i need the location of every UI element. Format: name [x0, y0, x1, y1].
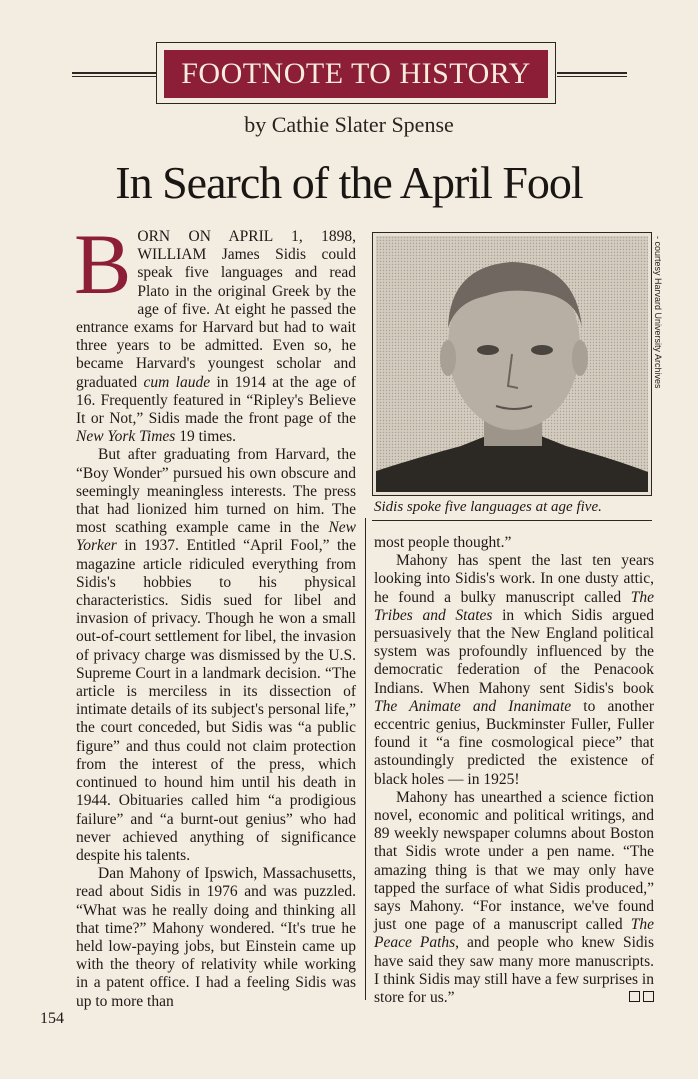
paragraph-text: Mahony has unearthed a science fiction novel, economic and political writings, and 89 weekly newspaper columns about Boston that Sidis wrote under a pen name. “The amazing thing is that we may only have tapped the surface of what Sidis produced,” says Mahony. “For instance, we've found just one page of a manuscript called [374, 788, 654, 934]
photo-caption: Sidis spoke five languages at age five. [374, 499, 602, 515]
italic-text: The Tribes and States [374, 588, 654, 624]
photo-credit-text: - courtesy Harvard University Archives [653, 236, 663, 389]
banner-rule-right [557, 72, 627, 77]
section-title: FOOTNOTE TO HISTORY [164, 50, 548, 98]
paragraph-text: But after graduating from Harvard, the “Boy Wonder” pursued his own obscure and seemingly meaningless interests. The press that had lionized him turned on him. The most scathing example came in the [76, 446, 356, 537]
paragraph-4 [374, 552, 654, 789]
article-column-left [74, 216, 356, 1011]
portrait-photo [376, 236, 648, 492]
paragraph-text: Dan Mahony of Ipswich, Massachusetts, read about Sidis in 1976 and was puzzled. “What was he really doing and thinking all that time?” Mahony wondered. “It's true he held low-paying jobs, but Einstein came up with the theory of relativity while working in a patent office. I had a feeling Sidis was up to more than [76, 865, 356, 1010]
italic-text: The Peace Paths [374, 916, 654, 952]
article-column-right [374, 534, 654, 1007]
byline: by Cathie Slater Spense [244, 112, 454, 137]
page-number: 154 [40, 1010, 64, 1027]
paragraph-3-continued [374, 534, 654, 552]
photo-credit [648, 236, 668, 406]
italic-text: New Yorker [76, 519, 356, 555]
italic-text: The Animate and Inanimate [374, 697, 572, 715]
banner-rule-left [72, 72, 156, 77]
paragraph-text: in 1914 at the age of 16. Frequently featured in “Ripley's Believe It or Not,” Sidis made the front page of the [76, 373, 356, 428]
paragraph-text: James Sidis could speak five languages and read Plato in the original Greek by the age of five. At eight he passed the entrance exams for Harvard but had to wait three years to be admitted. Even so, he became Harvard's youngest scholar and graduated [76, 246, 356, 391]
drop-cap: B [74, 216, 132, 312]
paragraph-text: in 1937. Entitled “April Fool,” the magazine article ridiculed everything from Sidis's hobbies to his physical characteristics. Sidis sued for libel and invasion of privacy. Though he won a small out-of-court settlement for libel, the invasion of privacy charge was dismissed by the U.S. Supreme Court in a landmark decision. “The article is merciless in its dissection of intimate details of its subject's personal life,” the court conceded, but Sidis was “a public figure” and thus could not claim protection from the interest of the press, which continued to hound him until his death in 1944. Obituaries called him “a prodigious failure” and “a burnt-out genius” who had never achieved anything of significance despite his talents. [76, 537, 356, 864]
paragraph-3 [76, 865, 356, 1011]
end-mark-icon [643, 991, 654, 1002]
paragraph-text: 19 times. [175, 428, 237, 446]
column-divider [365, 518, 366, 1000]
italic-text: cum laude [143, 373, 211, 391]
italic-text: New York Times [76, 428, 176, 446]
lead-in: ORN ON APRIL 1, 1898, WILLIAM [137, 228, 356, 264]
paragraph-text: to another eccentric genius, Buckminster Fuller, Fuller found it “a fine cosmological piece” that astoundingly predicted the existence of black holes — in 1925! [374, 697, 654, 788]
end-mark-icon [629, 991, 640, 1002]
paragraph-1 [74, 216, 356, 446]
paragraph-2 [76, 446, 356, 865]
paragraph-5 [374, 789, 654, 1007]
caption-rule [372, 520, 652, 521]
section-banner [0, 38, 698, 108]
end-marks [604, 989, 654, 1007]
headline: In Search of the April Fool [115, 157, 583, 208]
paragraph-text: Mahony has spent the last ten years looking into Sidis's work. In one dusty attic, he found a bulky manuscript called [374, 552, 654, 606]
paragraph-text: most people thought.” [374, 534, 512, 551]
photo-frame [372, 232, 652, 496]
paragraph-text: , and people who knew Sidis have said they saw many more manuscripts. I think Sidis may still have a few surprises in store for us.” [374, 934, 654, 1007]
paragraph-text: in which Sidis argued persuasively that the New England political system was profoundly influenced by the democratic federation of the Penacook Indians. When Mahony sent Sidis's book [374, 606, 655, 697]
